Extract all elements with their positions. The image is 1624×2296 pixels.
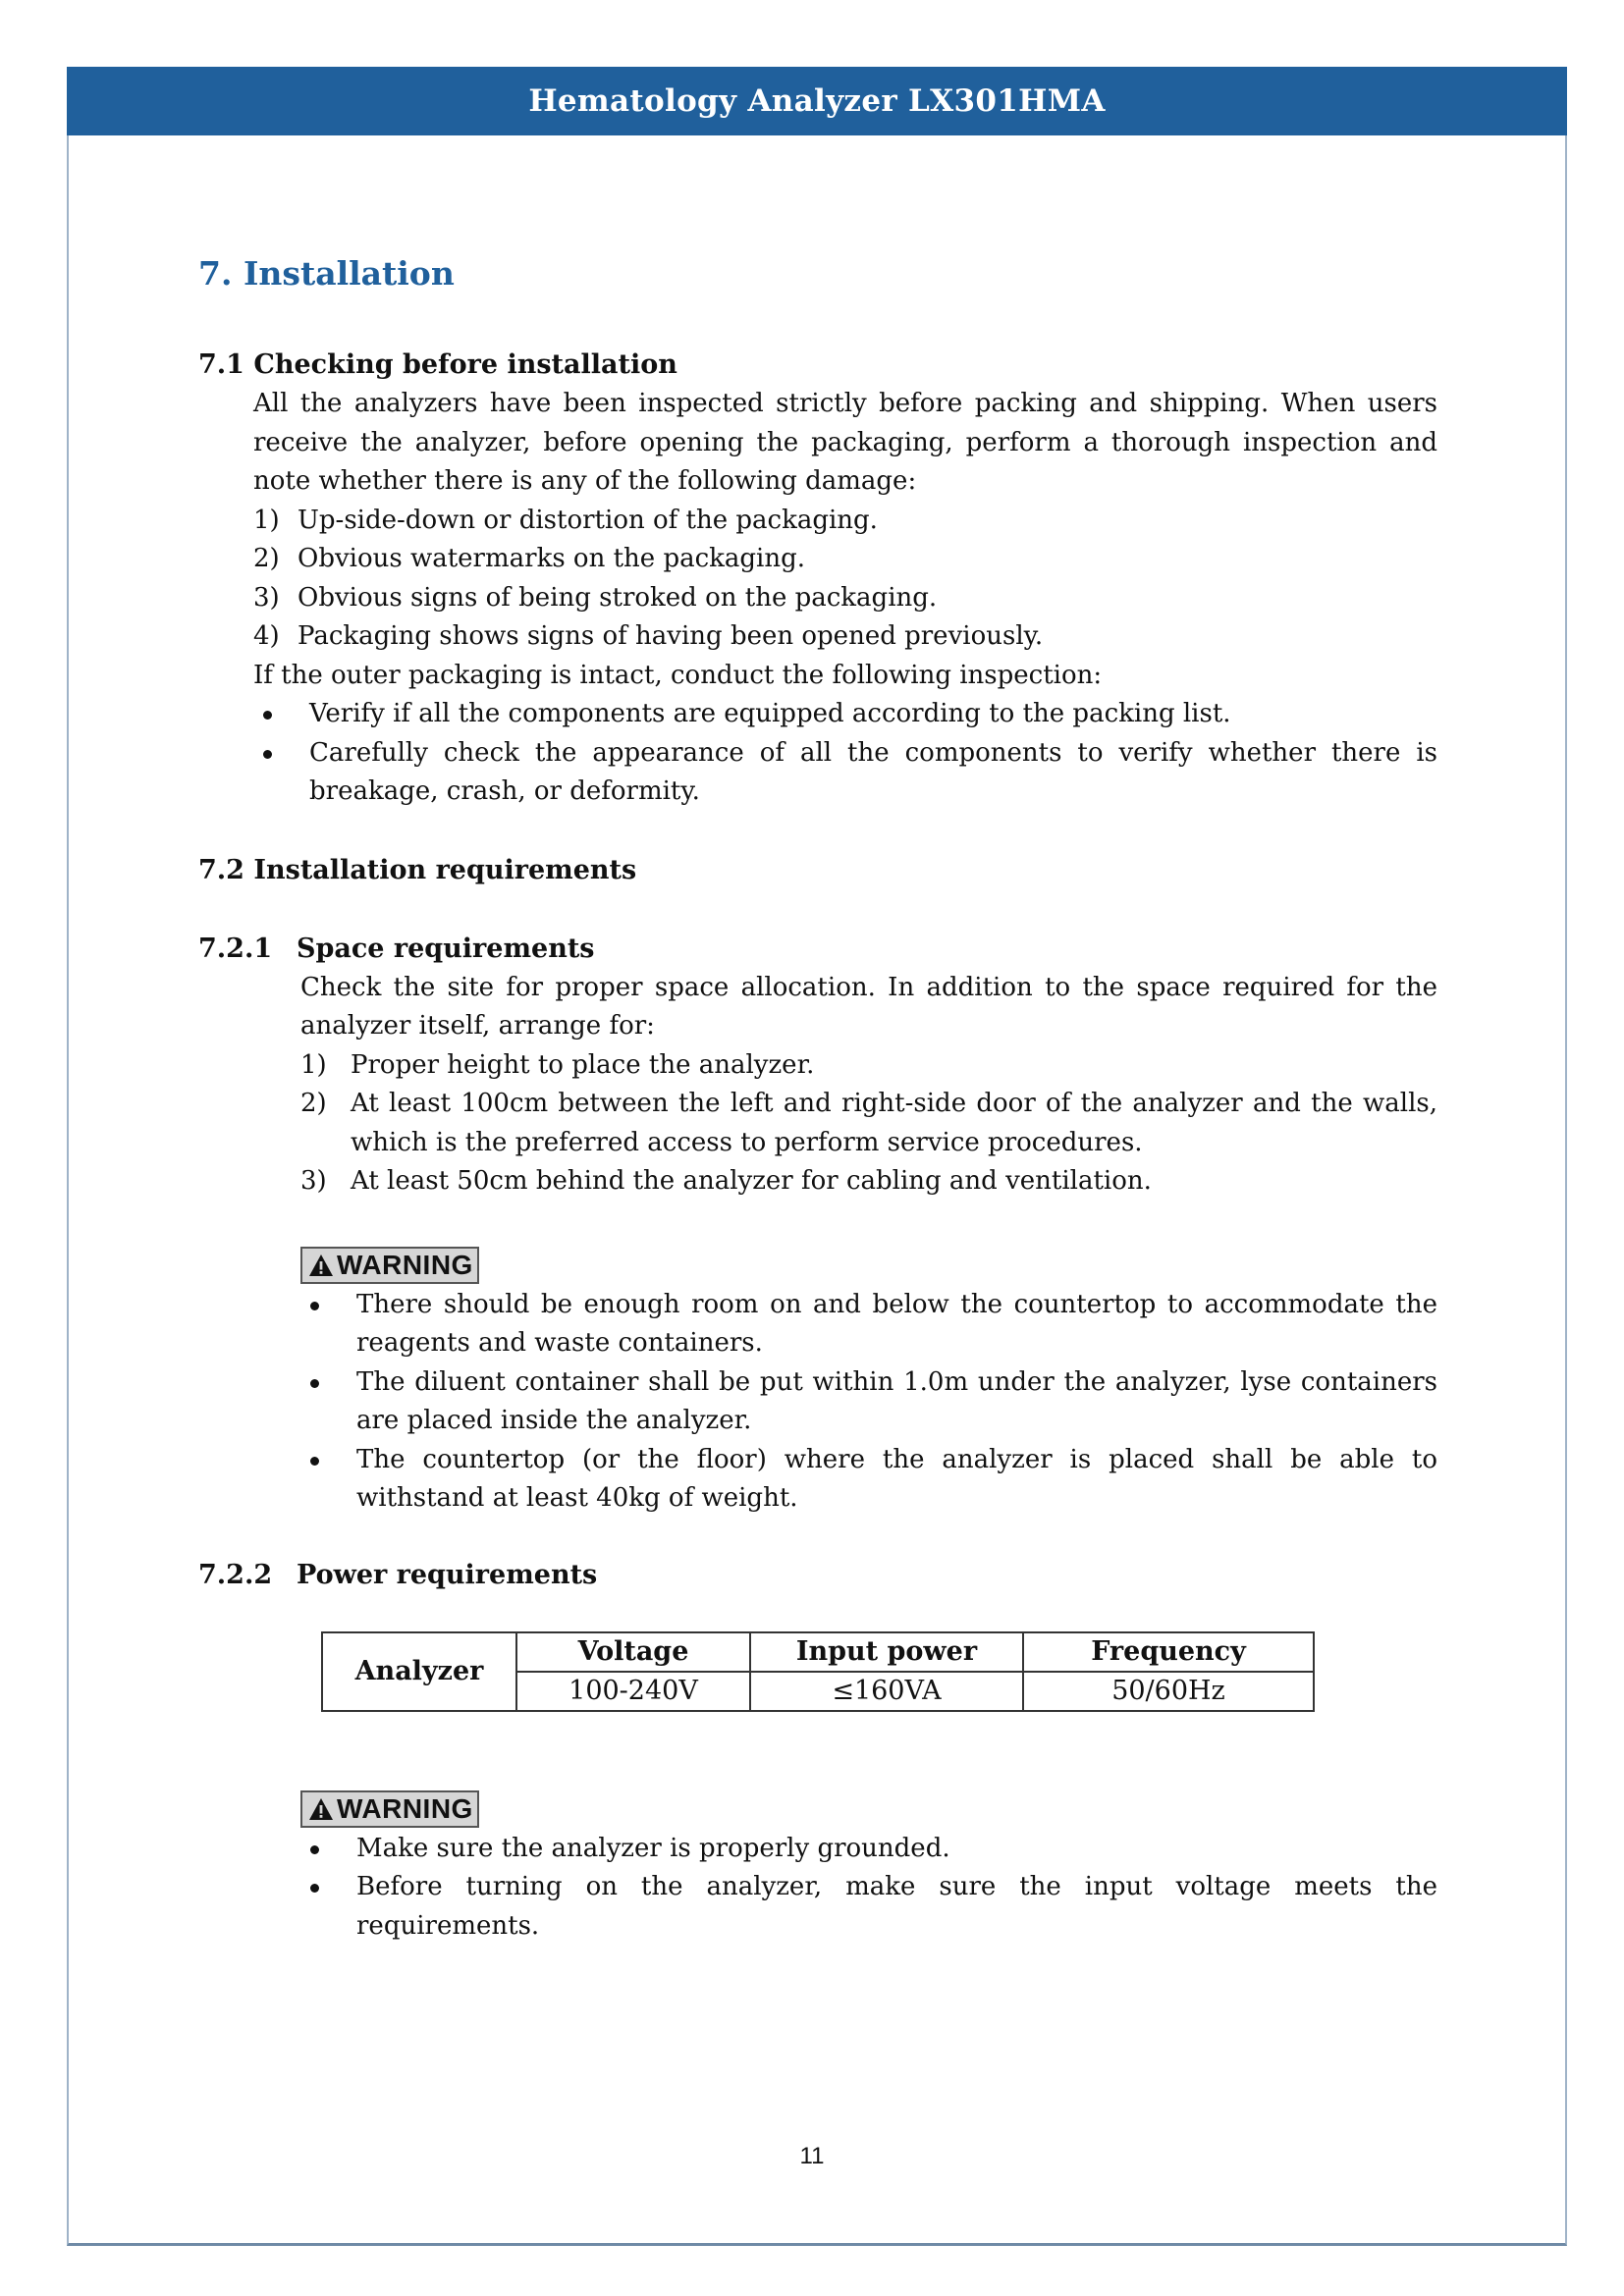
list-item: 1) Proper height to place the analyzer. <box>300 1049 815 1080</box>
paragraph-outro: If the outer packaging is intact, conduct the following inspection: <box>253 660 1103 690</box>
table-cell-input-power: ≤160VA <box>750 1672 1023 1711</box>
list-item: 3) At least 50cm behind the analyzer for cabling and ventilation. <box>300 1166 1152 1196</box>
heading-7-1: 7.1 Checking before installation <box>198 349 677 380</box>
bullet-item: Make sure the analyzer is properly grounded. <box>300 1830 1437 1869</box>
bullet-item: There should be enough room on and below the countertop to accommodate the reagents and waste containers. <box>300 1286 1437 1363</box>
power-requirements-table <box>321 1631 1315 1712</box>
table-header-voltage: Voltage <box>516 1632 750 1672</box>
list-item: 2) Obvious watermarks on the packaging. <box>253 544 806 573</box>
power-warnings <box>300 1830 1437 1947</box>
heading-7-2-1: 7.2.1 Space requirements <box>198 933 595 964</box>
bullet-item: Carefully check the appearance of all the components to verify whether there is breakage, crash, or deformity. <box>253 734 1437 812</box>
bullet-icon <box>310 1302 319 1310</box>
document-header-title: Hematology Analyzer LX301HMA <box>67 67 1567 135</box>
warning-label: WARNING <box>337 1249 473 1280</box>
bullet-icon <box>263 711 272 720</box>
damage-list <box>253 502 1437 657</box>
page-content <box>198 226 1437 1946</box>
bullet-icon <box>310 1379 319 1388</box>
table-cell-frequency: 50/60Hz <box>1023 1672 1314 1711</box>
section-title: 7. Installation <box>198 254 455 293</box>
inspection-bullets <box>253 695 1437 812</box>
bullet-icon <box>263 750 272 759</box>
space-warnings <box>300 1286 1437 1519</box>
warning-label: WARNING <box>337 1792 473 1824</box>
table-header-input-power: Input power <box>750 1632 1023 1672</box>
bullet-item: The countertop (or the floor) where the analyzer is placed shall be able to withstand at least 40kg of weight. <box>300 1441 1437 1519</box>
bullet-icon <box>310 1884 319 1893</box>
section-7-1-body <box>253 385 1437 812</box>
bullet-icon <box>310 1457 319 1466</box>
warning-badge-1 <box>300 1247 1437 1284</box>
warning-badge-2 <box>300 1790 1437 1828</box>
heading-7-2-2: 7.2.2 Power requirements <box>198 1559 598 1590</box>
list-item: 4) Packaging shows signs of having been opened previously. <box>253 621 1044 651</box>
bullet-item: Verify if all the components are equipped according to the packing list. <box>253 695 1437 734</box>
list-item: 3) Obvious signs of being stroked on the packaging. <box>253 582 938 613</box>
list-item: 1) Up-side-down or distortion of the packaging. <box>253 505 878 535</box>
heading-7-2: 7.2 Installation requirements <box>198 854 637 885</box>
space-list <box>300 1046 1437 1201</box>
paragraph-intro: Check the site for proper space allocation. In addition to the space required for the analyzer itself, arrange for: <box>300 972 1437 1041</box>
table-header-frequency: Frequency <box>1023 1632 1314 1672</box>
bullet-item: Before turning on the analyzer, make sure the input voltage meets the requirements. <box>300 1868 1437 1946</box>
table-cell-voltage: 100-240V <box>516 1672 750 1711</box>
bullet-item: The diluent container shall be put within 1.0m under the analyzer, lyse containers are placed inside the analyzer. <box>300 1363 1437 1441</box>
bullet-icon <box>310 1845 319 1854</box>
table-row <box>322 1632 1314 1672</box>
list-item: 2) At least 100cm between the left and right-side door of the analyzer and the walls, which is the preferred access to perform service procedures. <box>300 1089 1437 1157</box>
table-row-label: Analyzer <box>322 1632 516 1711</box>
warning-triangle-icon <box>308 1797 334 1821</box>
warning-triangle-icon <box>308 1254 334 1277</box>
section-7-2-1-body <box>300 969 1437 1201</box>
paragraph-intro: All the analyzers have been inspected strictly before packing and shipping. When users receive the analyzer, before opening the packaging, perform a thorough inspection and note whether there is any of the following damage: <box>253 389 1437 496</box>
page-number: 11 <box>799 2143 825 2169</box>
